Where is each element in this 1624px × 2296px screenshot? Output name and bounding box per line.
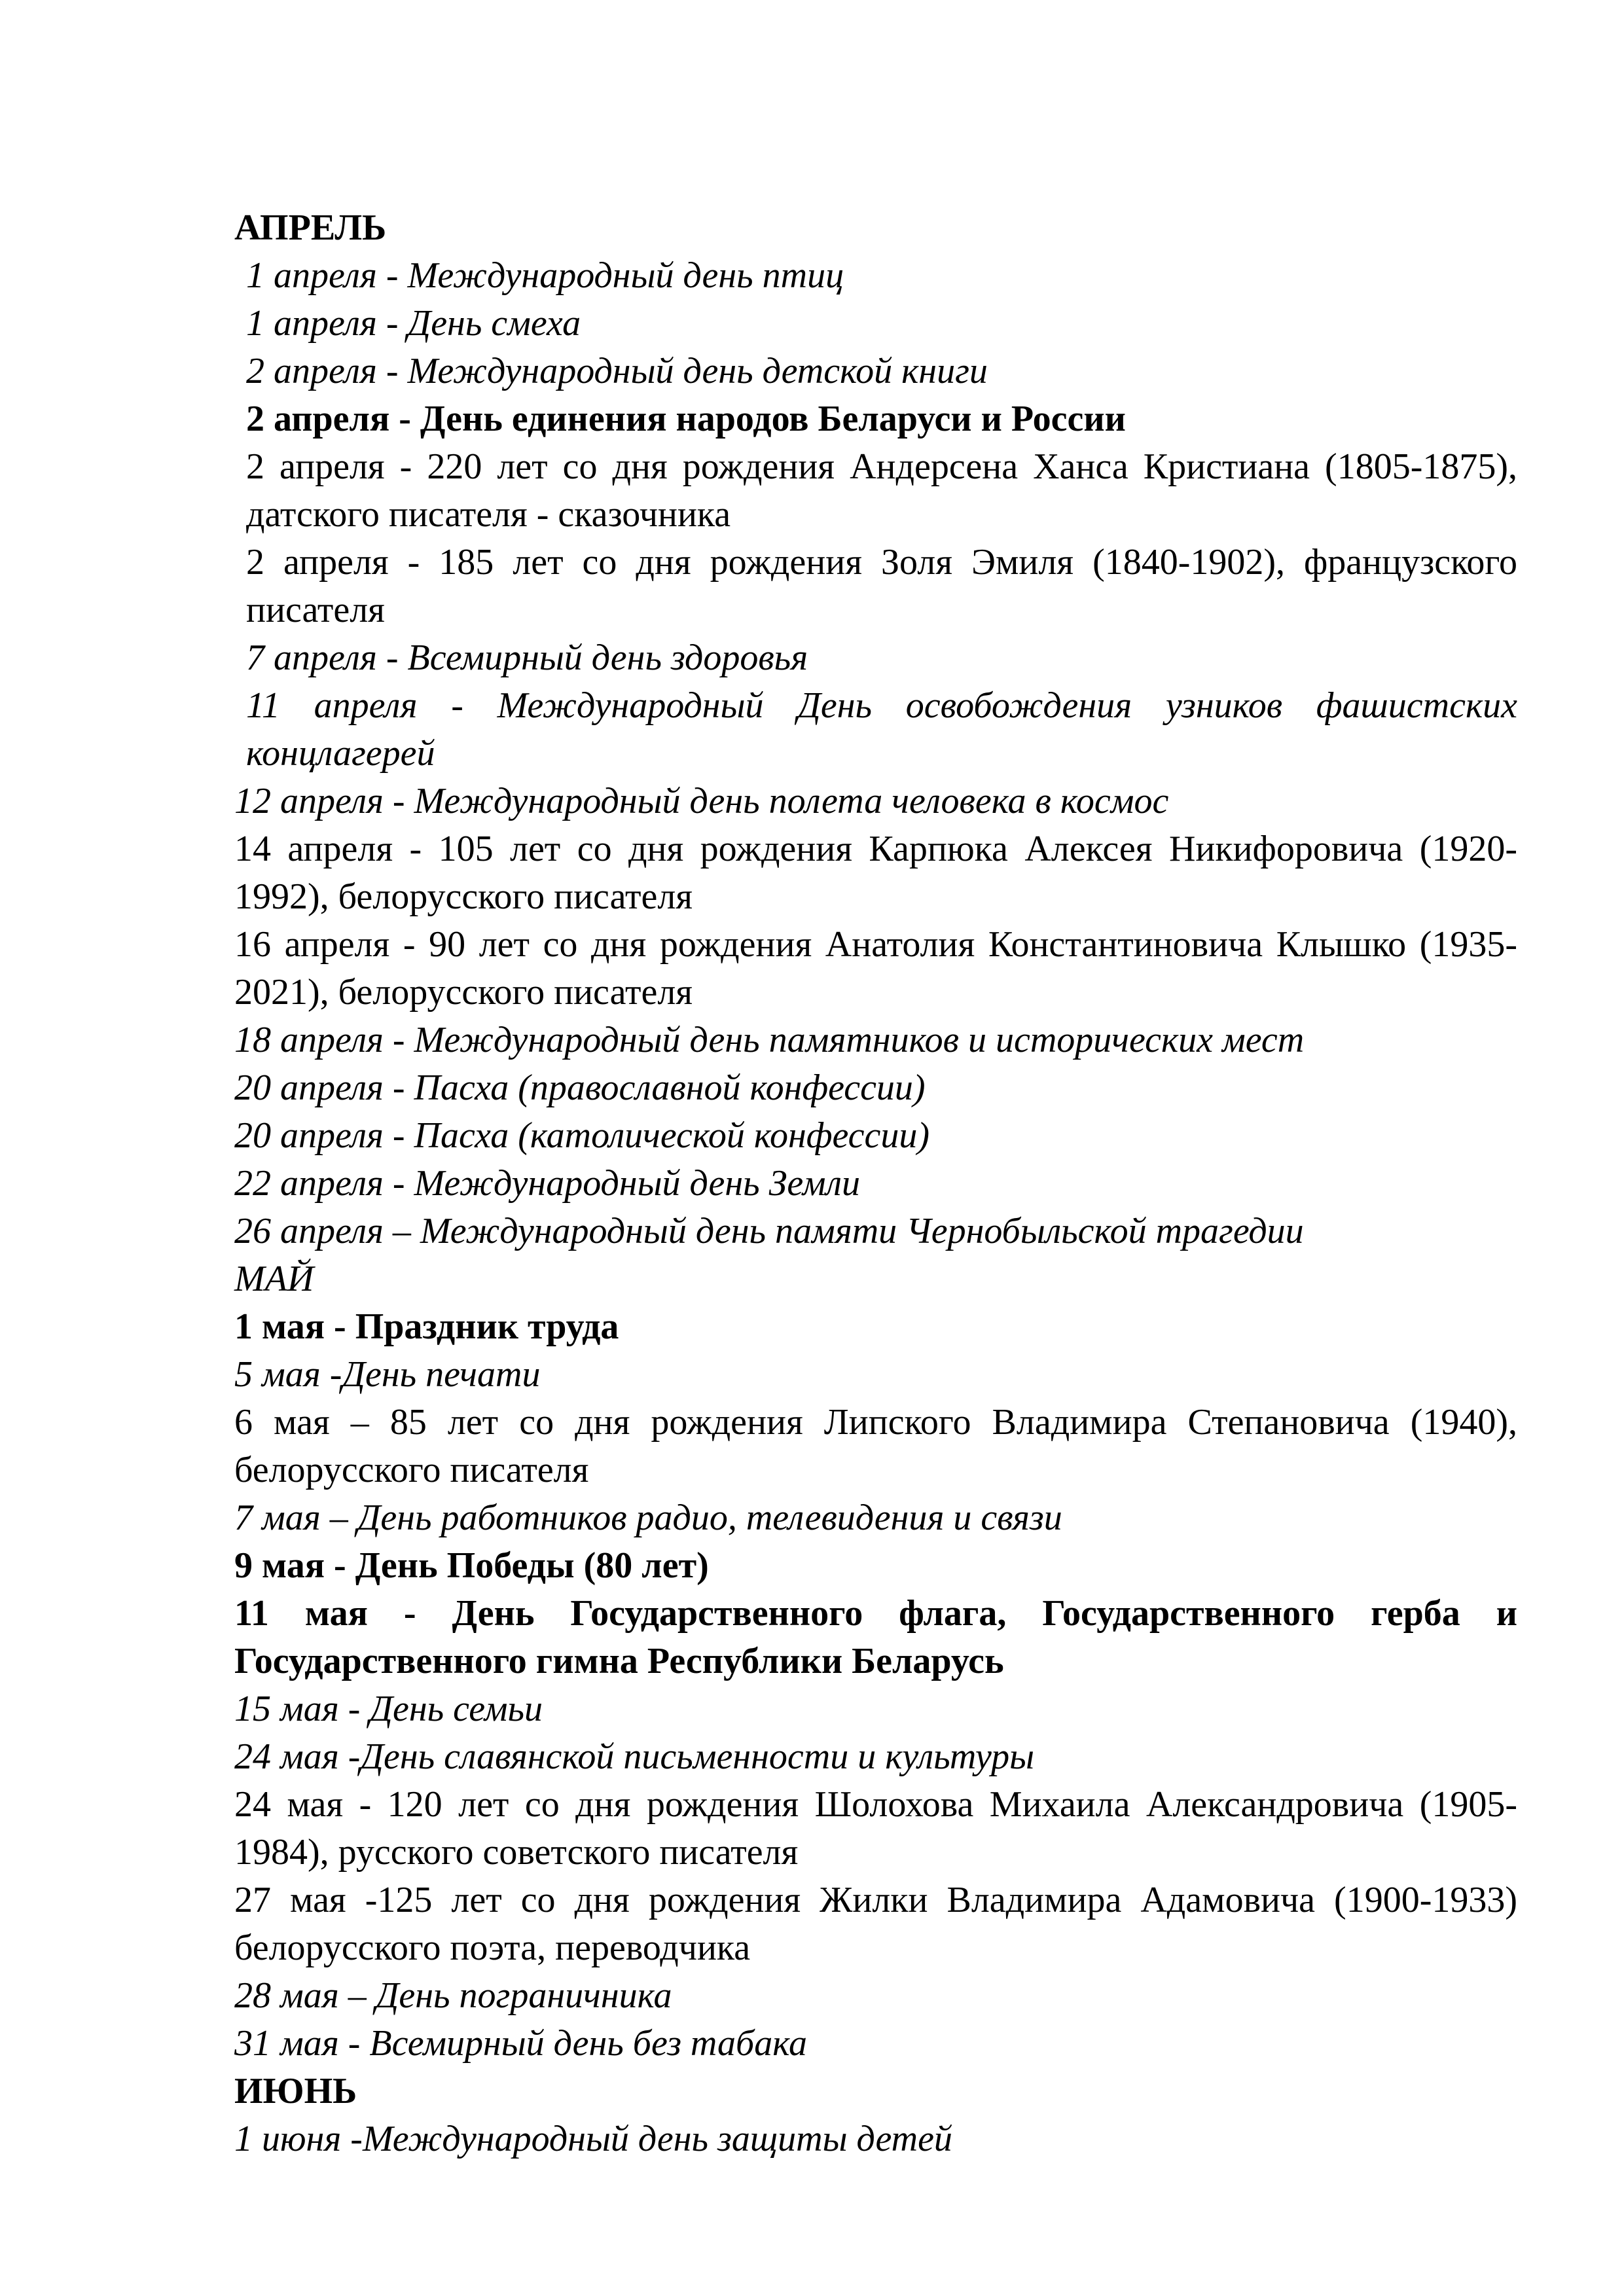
month-heading-april: АПРЕЛЬ [234,207,387,248]
entry-may-7: 15 мая - День семьи [234,1689,543,1729]
entry-april-15: 22 апреля - Международный день Земли [234,1163,860,1204]
entry-april-1: 1 апреля - Международный день птиц [246,255,844,296]
entry-may-8: 24 мая -День славянской письменности и культуры [234,1736,1035,1777]
entry-june-1: 1 июня -Международный день защиты детей [234,2119,952,2159]
entry-may-11: 28 мая – День пограничника [234,1975,672,2016]
entry-april-6: 2 апреля - 185 лет со дня рождения Золя Эмиля (1840-1902), французского писателя [246,542,1517,630]
entry-may-2: 5 мая -День печати [234,1354,541,1395]
entry-may-3: 6 мая – 85 лет со дня рождения Липского Владимира Степановича (1940), белорусского писателя [234,1402,1517,1490]
entry-april-14: 20 апреля - Пасха (католической конфессии) [234,1115,929,1156]
entry-may-12: 31 мая - Всемирный день без табака [234,2023,807,2064]
entry-april-10: 14 апреля - 105 лет со дня рождения Карпюка Алексея Никифоровича (1920-1992), белорусского писателя [234,829,1517,917]
entry-may-4: 7 мая – День работников радио, телевидения и связи [234,1498,1062,1538]
entry-may-10: 27 мая -125 лет со дня рождения Жилки Владимира Адамовича (1900-1933) белорусского поэта, переводчика [234,1880,1517,1968]
entry-may-5: 9 мая - День Победы (80 лет) [234,1545,709,1586]
entry-april-4: 2 апреля - День единения народов Беларуси и России [246,399,1126,439]
entry-april-12: 18 апреля - Международный день памятников и исторических мест [234,1020,1305,1060]
entry-may-9: 24 мая - 120 лет со дня рождения Шолохова Михаила Александровича (1905-1984), русского советского писателя [234,1784,1517,1873]
entry-april-8: 11 апреля - Международный День освобождения узников фашистских концлагерей [246,685,1517,774]
month-heading-june: ИЮНЬ [234,2071,357,2111]
entry-april-2: 1 апреля - День смеха [246,303,581,344]
entry-may-6: 11 мая - День Государственного флага, Государственного герба и Государственного гимна Республики Беларусь [234,1593,1517,1681]
entry-april-16: 26 апреля – Международный день памяти Чернобыльской трагедии [234,1211,1304,1251]
entry-april-3: 2 апреля - Международный день детской книги [246,351,988,391]
entry-april-13: 20 апреля - Пасха (православной конфессии) [234,1067,926,1108]
entry-may-1: 1 мая - Праздник труда [234,1306,619,1347]
entry-april-9: 12 апреля - Международный день полета человека в космос [234,781,1169,821]
entry-april-11: 16 апреля - 90 лет со дня рождения Анатолия Константиновича Клышко (1935-2021), белорусского писателя [234,924,1517,1013]
entry-april-5: 2 апреля - 220 лет со дня рождения Андерсена Ханса Кристиана (1805-1875), датского писателя - сказочника [246,446,1517,535]
entry-april-7: 7 апреля - Всемирный день здоровья [246,637,808,678]
month-heading-may: МАЙ [234,1259,314,1299]
calendar-text [234,204,1517,2163]
